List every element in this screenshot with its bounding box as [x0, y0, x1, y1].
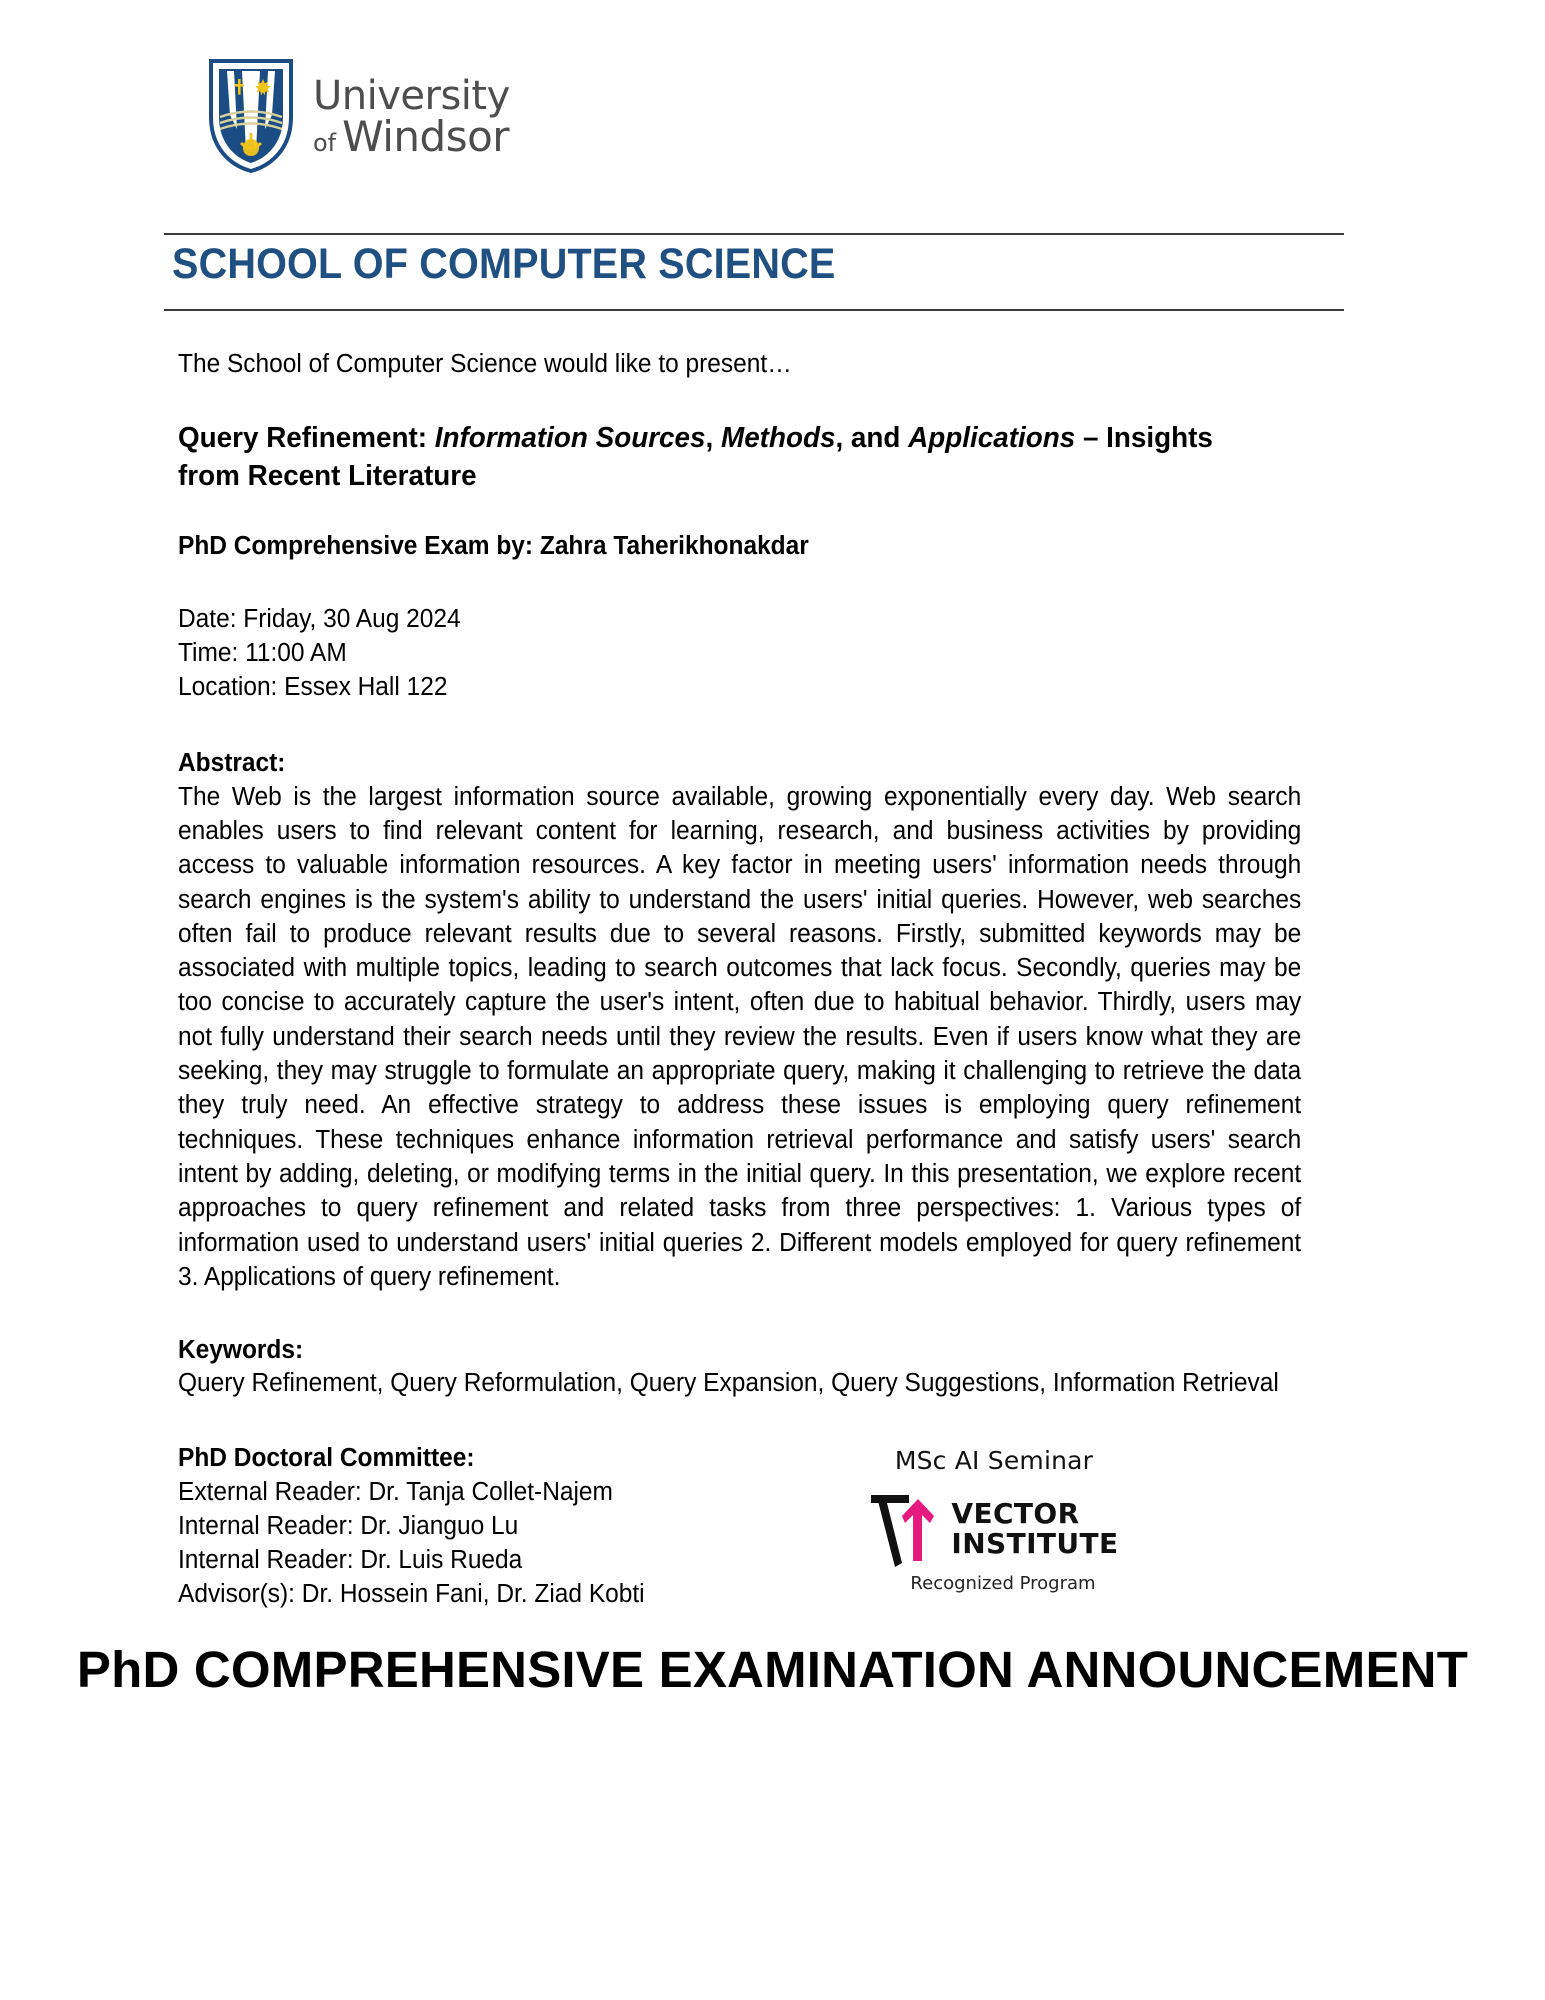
- vector-institute-logo: [869, 1489, 1118, 1567]
- header-divider-bottom: [164, 309, 1344, 311]
- committee-and-logo-row: [178, 1442, 1346, 1612]
- vector-name-line2: INSTITUTE: [951, 1526, 1119, 1560]
- abstract-section: [178, 747, 1302, 1295]
- talk-title-sep2: , and: [835, 422, 909, 455]
- talk-title-em2: Methods: [721, 422, 836, 455]
- committee-section: [178, 1442, 792, 1612]
- announcement-banner: PhD COMPREHENSIVE EXAMINATION ANNOUNCEMENT: [76, 1641, 1469, 1698]
- logistics-block: [178, 603, 1299, 705]
- keywords-label: Keywords:: [178, 1336, 304, 1365]
- talk-title: [178, 419, 1277, 496]
- committee-external-reader: External Reader: Dr. Tanja Collet-Najem: [178, 1478, 613, 1507]
- keywords-section: [178, 1334, 1299, 1400]
- talk-title-part1: Query Refinement:: [178, 422, 435, 455]
- abstract-body: The Web is the largest information source available, growing exponentially every day. Web search enables users to find relevant content for learning, research, and business activities by providing access to valuable information resources. A key factor in meeting users' information needs through search engines is the system's ability to understand the users' initial queries. However, web searches often fail to produce relevant results due to several reasons. Firstly, submitted keywords may be associated with multiple topics, leading to search outcomes that lack focus. Secondly, queries may be too concise to accurately capture the user's intent, often due to habitual behavior. Thirdly, users may not fully understand their search needs until they review the results. Even if users know what they are seeking, they may struggle to formulate an appropriate query, making it challenging to retrieve the data they truly need. An effective strategy to address these issues is employing query refinement techniques. These techniques enhance information retrieval performance and satisfy users' search intent by adding, deleting, or modifying terms in the initial query. In this presentation, we explore recent approaches to query refinement and related tasks from three perspectives: 1. Various types of information used to understand users' initial queries 2. Different models employed for query refinement 3. Applications of query refinement.: [178, 782, 1302, 1291]
- abstract-label: Abstract:: [178, 748, 286, 777]
- talk-title-em1: Information Sources: [434, 422, 706, 455]
- university-wordmark: [313, 72, 510, 161]
- intro-line: The School of Computer Science would like to present…: [178, 350, 792, 378]
- windsor-shield-icon: [207, 55, 295, 175]
- logistics-date: Date: Friday, 30 Aug 2024: [178, 604, 461, 633]
- logistics-location: Location: Essex Hall 122: [178, 672, 448, 701]
- wordmark-windsor: Windsor: [342, 112, 510, 161]
- committee-label: PhD Doctoral Committee:: [178, 1444, 475, 1473]
- talk-title-part2: – Insights from Recent Literature: [178, 422, 1213, 493]
- vector-v-arrow-icon: [869, 1489, 943, 1567]
- presenter-line: PhD Comprehensive Exam by: Zahra Taherikhonakdar: [178, 531, 809, 560]
- header-divider-top: [164, 233, 1344, 235]
- committee-internal-reader-2: Internal Reader: Dr. Luis Rueda: [178, 1546, 523, 1575]
- vector-institute-block: [844, 1446, 1144, 1594]
- wordmark-university: University: [313, 73, 510, 119]
- logistics-time: Time: 11:00 AM: [178, 638, 347, 667]
- department-heading: SCHOOL OF COMPUTER SCIENCE: [172, 240, 836, 288]
- vector-recognized-program-label: Recognized Program: [910, 1573, 1096, 1595]
- wordmark-of: of: [313, 129, 337, 157]
- vector-name-line1: VECTOR: [951, 1497, 1080, 1531]
- talk-title-em3: Applications: [908, 422, 1076, 455]
- msc-ai-seminar-label: MSc AI Seminar: [894, 1446, 1094, 1476]
- vector-institute-wordmark: [951, 1489, 1119, 1560]
- committee-advisors: Advisor(s): Dr. Hossein Fani, Dr. Ziad Kobti: [178, 1580, 645, 1609]
- university-logo: [207, 55, 510, 175]
- committee-internal-reader-1: Internal Reader: Dr. Jianguo Lu: [178, 1512, 519, 1541]
- announcement-content: [178, 348, 1346, 1612]
- keywords-body: Query Refinement, Query Reformulation, Query Expansion, Query Suggestions, Information Retrieval: [178, 1369, 1279, 1398]
- talk-title-sep1: ,: [705, 422, 721, 455]
